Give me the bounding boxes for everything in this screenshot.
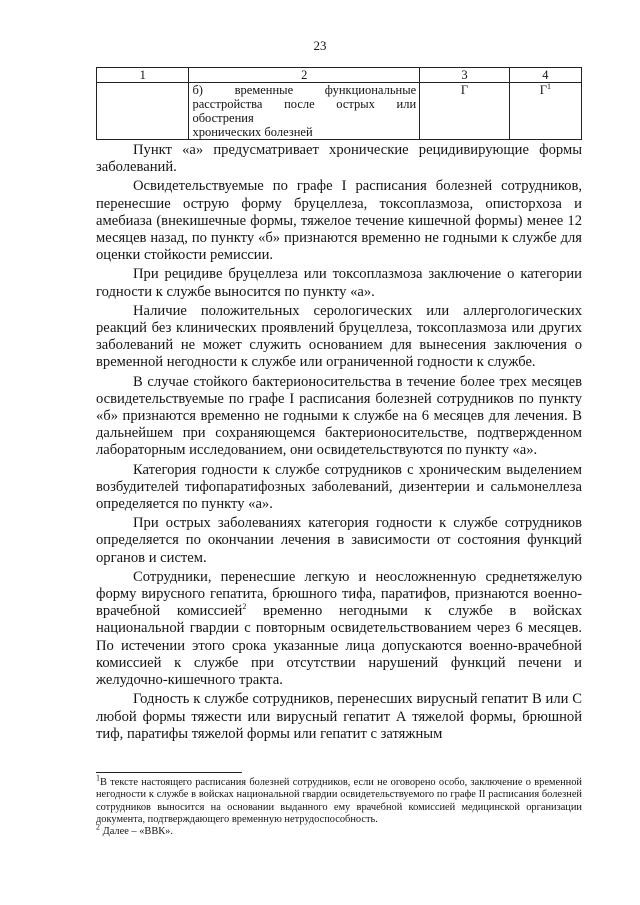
paragraph: При острых заболеваниях категория годности к службе сотрудников определяется по окончании лечения в зависимости от состояния функций органов и систем. [96,515,582,566]
paragraph: Пункт «а» предусматривает хронические рецидивирующие формы заболеваний. [96,142,582,176]
paragraph: Категория годности к службе сотрудников с хроническим выделением возбудителей тифопаратифозных заболеваний, дизентерии и сальмонеллеза определяется по пункту «а». [96,461,582,513]
description-line: б) временные функциональные [192,83,417,97]
table-header-cell: 3 [420,68,510,83]
page-number: 23 [313,38,327,53]
footnote [96,773,582,826]
footnote [96,822,582,838]
table-header-cell: 1 [97,68,189,83]
footnote-text: В тексте настоящего расписания болезней сотрудников, если не оговорено особо, заключение о временной негодности к службе в войсках национальной гвардии освидетельствуемого по графе II расписания болезней сотрудников выносится на основании выданного ему врачебной комиссией медицинской организации документа, подтверждающего временную нетрудоспособность. [96,777,582,825]
paragraph: При рецидиве бруцеллеза или токсоплазмоза заключение о категории годности к службе выносится по пункту «а». [96,266,582,300]
category-value: Г [539,83,547,97]
paragraph: Освидетельствуемые по графе I расписания болезней сотрудников, перенесшие острую форму бруцеллеза, токсоплазмоза, описторхоза и амебиаза (внекишечные формы, тяжелое течение кишечной формы) менее 12 месяцев назад, по пункту «б» признаются временно не годными к службе для оценки стойкости ремиссии. [96,178,582,264]
diseases-table [96,67,582,140]
paragraph [96,569,582,689]
table-header-cell: 2 [189,68,420,83]
table-cell-article [97,83,189,140]
footnotes [96,773,582,838]
table-header-row [97,68,582,83]
footnote-divider [96,772,242,773]
table-cell-category-column4 [509,83,581,140]
table-header-cell: 4 [509,68,581,83]
footnote-mark: 2 [96,822,100,832]
paragraph-text: временно негодными к службе в войсках национальной гвардии с повторным освидетельствованием через 6 месяцев. По истечении этого срока указанные лица допускаются военно-врачебной комиссией к службе при отсутствии нарушений функций печени и желудочно-кишечного тракта. [96,603,582,689]
description-line: хронических болезней [192,125,313,139]
document-body [96,142,582,745]
footnote-mark: 1 [96,773,100,783]
footnote-ref: 2 [242,602,247,612]
description-line: расстройства после острых или обострения [192,97,417,125]
table-row [97,83,582,140]
paragraph: В случае стойкого бактерионосительства в течение более трех месяцев освидетельствуемые по графе I расписания болезней сотрудников по пункту «б» признаются временно не годными к службе на 6 месяцев для лечения. В дальнейшем при сохраняющемся бактерионосительстве, подтвержденном лабораторным исследованием, они освидетельствуются по пункту «а». [96,373,582,459]
footnote-text: Далее – «ВВК». [102,826,173,838]
footnote-ref: 1 [546,81,551,91]
paragraph-text: Сотрудники, перенесшие легкую и неосложненную среднетяжелую форму вирусного гепатита, брюшного тифа, паратифов, признаются военно-врачебной комиссией [96,568,582,620]
paragraph: Годность к службе сотрудников, перенесших вирусный гепатит В или С любой формы тяжести или вирусный гепатит А тяжелой формы, брюшной тиф, паратифы тяжелой формы или гепатит с затяжным [96,691,582,742]
table-cell-description [189,83,420,140]
table-cell-category-column3: Г [420,83,510,140]
paragraph: Наличие положительных серологических или аллергологических реакций без клинических проявлений бруцеллеза, токсоплазмоза или других заболеваний не может служить основанием для вынесения заключения о временной негодности к службе или ограниченной годности к службе. [96,302,582,371]
